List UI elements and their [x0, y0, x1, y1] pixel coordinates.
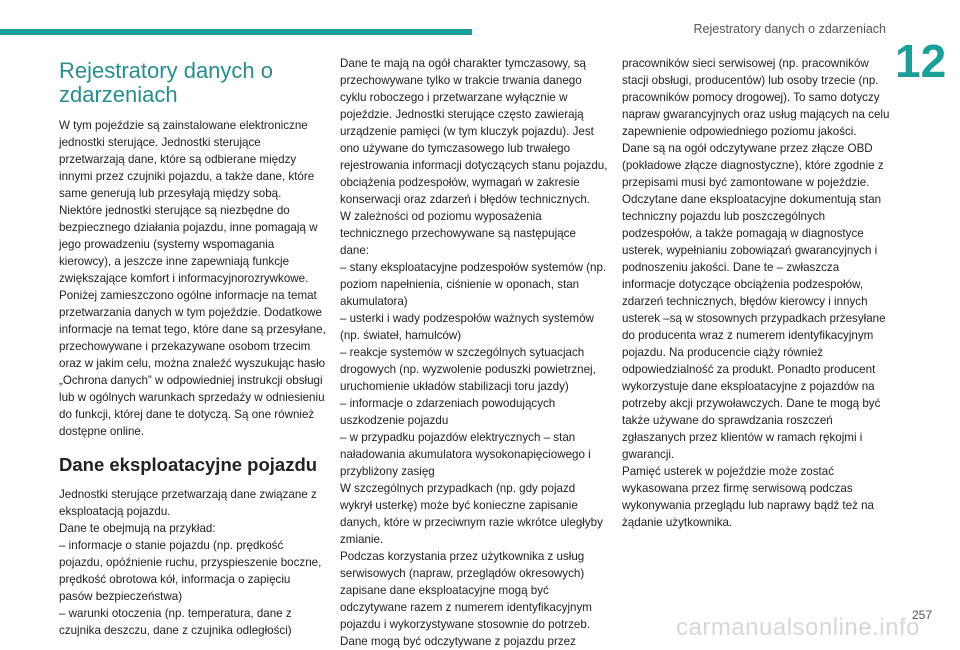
header-accent-bar: [0, 29, 472, 35]
section-title: Dane eksploatacyjne pojazdu: [59, 454, 318, 475]
watermark: carmanualsonline.info: [676, 614, 920, 641]
list-item: – informacje o stanie pojazdu (np. prędkość pojazdu, opóźnienie ruchu, przyspieszenie boczne, prędkość obrotowa kół, informacja o zapięciu pasów bezpieczeństwa): [59, 539, 322, 603]
paragraph: Jednostki sterujące przetwarzają dane związane z eksploatacją pojazdu.: [59, 488, 317, 518]
paragraph: Dane mogą być odczytywane z pojazdu przez: [340, 635, 576, 648]
paragraph: Dane są na ogół odczytywane przez złącze OBD (pokładowe złącze diagnostyczne), które zgodnie z przepisami musi być zamontowane w pojeździe.: [622, 142, 884, 189]
paragraph: Dane te obejmują na przykład:: [59, 522, 216, 535]
running-header: Rejestratory danych o zdarzeniach: [693, 22, 886, 36]
column-2: [340, 55, 608, 650]
page-title: Rejestratory danych o zdarzeniach: [59, 58, 273, 107]
paragraph: pracowników sieci serwisowej (np. pracowników stacji obsługi, producentów) lub osoby trzecie (np. pracowników pomocy drogowej). To samo dotyczy napraw gwarancyjnych oraz usług mających na celu zapewnienie odpowiedniego poziomu jakości.: [622, 57, 890, 138]
paragraph: W zależności od poziomu wyposażenia technicznego przechowywane są następujące dane:: [340, 210, 576, 257]
paragraph: W tym pojeździe są zainstalowane elektroniczne jednostki sterujące. Jednostki sterujące przetwarzają dane, które są odbierane między innymi przez czujniki pojazdu, a także dane, które same generują lub przesyłają między sobą. Niektóre jednostki sterujące są niezbędne do bezpiecznego działania pojazdu, inne pomagają w jego prowadzeniu (systemy wspomagania kierowcy), a jeszcze inne zapewniają funkcje zwiększające komfort i informacyjnorozrywkowe.: [59, 119, 318, 285]
column-1: [59, 55, 327, 639]
paragraph: Podczas korzystania przez użytkownika z usług serwisowych (napraw, przeglądów okresowych) zapisane dane eksploatacyjne mogą być odczytywane razem z numerem identyfikacyjnym pojazdu i wykorzystywane stosownie do potrzeb.: [340, 550, 592, 631]
chapter-number: 12: [895, 35, 947, 87]
list-item: – informacje o zdarzeniach powodujących uszkodzenie pojazdu: [340, 397, 556, 427]
list-item: – stany eksploatacyjne podzespołów systemów (np. poziom napełnienia, ciśnienie w oponach, stan akumulatora): [340, 261, 607, 308]
paragraph: Pamięć usterek w pojeździe może zostać wykasowana przez firmę serwisową podczas wykonywania przeglądu lub naprawy bądź też na żądanie użytkownika.: [622, 465, 874, 529]
paragraph: Dane te mają na ogół charakter tymczasowy, są przechowywane tylko w trakcie trwania danego cyklu roboczego i przetwarzane wyłącznie w pojeździe. Jednostki sterujące często zawierają urządzenie pamięci (w tym kluczyk pojazdu). Jest ono używane do tymczasowego lub trwałego rejestrowania informacji dotyczących stanu pojazdu, obciążenia podzespołów, wymagań w zakresie konserwacji oraz zdarzeń i błędów technicznych.: [340, 57, 608, 206]
paragraph: Odczytane dane eksploatacyjne dokumentują stan techniczny pojazdu lub poszczególnych podzespołów, a także pomagają w diagnostyce usterek, wypełnianiu zobowiązań gwarancyjnych i podnoszeniu jakości. Dane te – zwłaszcza informacje dotyczące obciążenia podzespołów, zdarzeń technicznych, błędów kierowcy i innych usterek –są w stosownych przypadkach przesyłane do producenta wraz z numerem identyfikacyjnym pojazdu. Na producencie ciąży również odpowiedzialność za produkt. Ponadto producent wykorzystuje dane eksploatacyjne z pojazdów na potrzeby akcji przywoławczych. Dane te mogą być także używane do sprawdzania roszczeń zgłaszanych przez klientów w ramach rękojmi i gwarancji.: [622, 193, 886, 461]
column-3: [622, 55, 890, 531]
list-item: – warunki otoczenia (np. temperatura, dane z czujnika deszczu, dane z czujnika odległości): [59, 607, 292, 637]
paragraph: W szczególnych przypadkach (np. gdy pojazd wykrył usterkę) może być konieczne zapisanie danych, które w przeciwnym razie wkrótce uległyby zmianie.: [340, 482, 603, 546]
paragraph: Poniżej zamieszczono ogólne informacje na temat przetwarzania danych w tym pojeździe. Dodatkowe informacje na temat tego, które dane są przesyłane, przechowywane i przekazywane osobom trzecim oraz w jakim celu, można znaleźć wyszukując hasło „Ochrona danych” w odpowiedniej instrukcji obsługi lub w ogólnych warunkach sprzedaży w odniesieniu do funkcji, której dane te dotyczą. Są one również dostępne online.: [59, 289, 326, 438]
list-item: – w przypadku pojazdów elektrycznych – stan naładowania akumulatora wysokonapięciowego i przybliżony zasięg: [340, 431, 591, 478]
list-item: – usterki i wady podzespołów ważnych systemów (np. świateł, hamulców): [340, 312, 594, 342]
page-number: 257: [912, 608, 933, 622]
list-item: – reakcje systemów w szczególnych sytuacjach drogowych (np. wyzwolenie poduszki powietrznej, uruchomienie układów stabilizacji toru jazdy): [340, 346, 596, 393]
